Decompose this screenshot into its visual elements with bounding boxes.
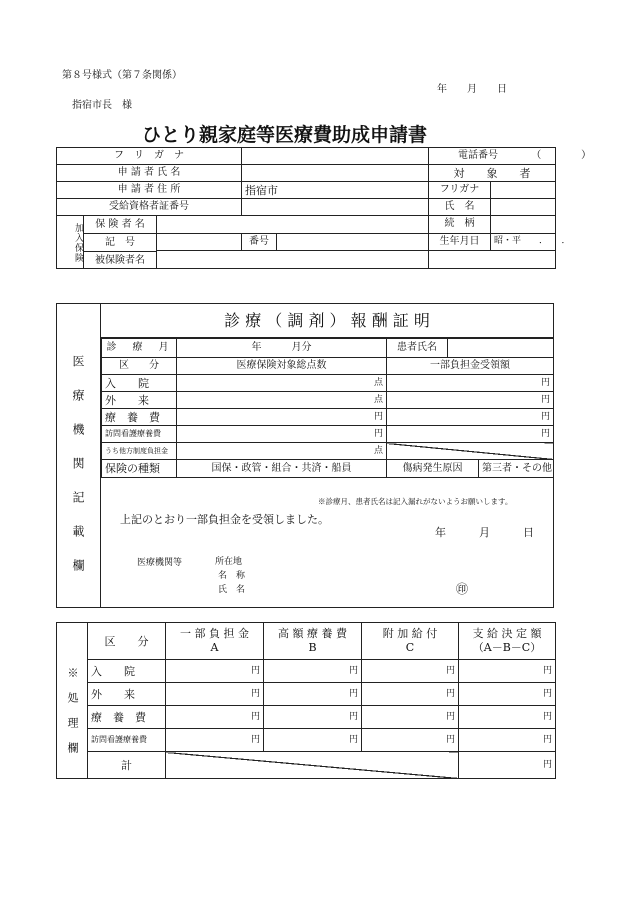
outpatient-paid[interactable]: 円 xyxy=(387,392,554,409)
proc-home-nursing-a[interactable]: 円 xyxy=(166,729,264,752)
processing-table xyxy=(56,622,556,779)
proc-total-label: 計 xyxy=(88,752,166,779)
date-line: 年 月 日 xyxy=(437,84,507,95)
proc-grand-total[interactable]: 円 xyxy=(459,752,556,779)
seal-mark: ㊞ xyxy=(456,582,469,596)
proc-row-outpatient: 外 来 xyxy=(88,683,166,706)
target-relation-label: 続 柄 xyxy=(429,216,491,234)
points-header: 医療保険対象総点数 xyxy=(177,358,387,375)
signer-name-label: 氏 名 xyxy=(218,585,246,595)
insured-name-label: 被保険者名 xyxy=(95,255,145,266)
proc-outpatient-c[interactable]: 円 xyxy=(362,683,459,706)
patient-name-label: 患者氏名 xyxy=(387,339,448,357)
inpatient-points[interactable]: 点 xyxy=(177,375,387,392)
row-label-medical-care: 療 養 費 xyxy=(102,409,177,426)
target-furigana-label: フリガナ xyxy=(429,182,491,199)
phone-paren: （ ） xyxy=(531,150,592,161)
target-relation-field[interactable] xyxy=(491,216,556,234)
insurer-name-field[interactable] xyxy=(157,216,429,234)
proc-side-cell xyxy=(57,623,88,779)
other-system-paid-na xyxy=(387,443,554,460)
institution-name-label: 名 称 xyxy=(218,571,246,581)
inpatient-paid[interactable]: 円 xyxy=(387,375,554,392)
phone-cell[interactable] xyxy=(429,148,592,165)
cert-number-label: 受給資格者証番号 xyxy=(57,199,242,216)
kigou-field[interactable] xyxy=(157,233,242,251)
applicant-address-label: 申 請 者 住 所 xyxy=(57,182,242,199)
phone-label: 電話番号 xyxy=(458,150,498,161)
insurance-side-label: 加入保険 xyxy=(57,216,84,268)
proc-total-na xyxy=(166,752,459,779)
cert-date[interactable]: 年 月 日 xyxy=(435,526,534,539)
proc-inpatient-total[interactable]: 円 xyxy=(459,660,556,683)
form-number: 第８号様式（第７条関係） xyxy=(62,70,182,81)
proc-outpatient-b[interactable]: 円 xyxy=(264,683,362,706)
location-label: 所在地 xyxy=(215,557,243,567)
proc-kubun-label: 区 分 xyxy=(88,623,166,660)
proc-row-inpatient: 入 院 xyxy=(88,660,166,683)
col-partial-burden: 一 部 負 担 金 A xyxy=(166,623,264,660)
paid-header: 一部負担金受領額 xyxy=(387,358,554,375)
cert-note: ※診療月、患者氏名は記入漏れがないようお願いします。 xyxy=(318,497,513,506)
proc-inpatient-b[interactable]: 円 xyxy=(264,660,362,683)
proc-medical-care-b[interactable]: 円 xyxy=(264,706,362,729)
row-label-inpatient: 入 院 xyxy=(102,375,177,392)
kigou-label: 記 号 xyxy=(84,234,156,252)
row-label-home-nursing: 訪問看護療養費 xyxy=(102,426,177,443)
proc-outpatient-a[interactable]: 円 xyxy=(166,683,264,706)
col-additional-benefit: 附 加 給 付 C xyxy=(362,623,459,660)
applicant-address-field[interactable]: 指宿市 xyxy=(242,182,429,199)
target-name-label: 氏 名 xyxy=(429,199,491,216)
target-name-field[interactable] xyxy=(491,199,556,216)
cause-value[interactable]: 第三者・その他 xyxy=(479,460,554,478)
proc-outpatient-total[interactable]: 円 xyxy=(459,683,556,706)
target-birth-label: 生年月日 xyxy=(429,233,491,251)
month-field[interactable]: 年 月分 xyxy=(177,339,387,358)
proc-home-nursing-b[interactable]: 円 xyxy=(264,729,362,752)
target-birth-field[interactable]: 昭・平 ． ． xyxy=(491,233,556,251)
applicant-name-label: 申 請 者 氏 名 xyxy=(57,165,242,182)
insurer-name-label: 保 険 者 名 xyxy=(84,216,156,234)
page-title: ひとり親家庭等医療費助成申請書 xyxy=(142,124,428,146)
furigana-field[interactable] xyxy=(242,148,429,165)
furigana-label: フ リ ガ ナ xyxy=(57,148,242,165)
proc-row-home-nursing: 訪問看護療養費 xyxy=(88,729,166,752)
patient-name-field[interactable] xyxy=(448,339,553,357)
proc-inpatient-a[interactable]: 円 xyxy=(166,660,264,683)
cert-title: 診 療 （ 調 剤 ） 報 酬 証 明 xyxy=(101,304,553,338)
insurance-type-label: 保険の種類 xyxy=(102,460,177,478)
proc-medical-care-total[interactable]: 円 xyxy=(459,706,556,729)
medical-care-amount[interactable]: 円 xyxy=(177,409,387,426)
proc-home-nursing-total[interactable]: 円 xyxy=(459,729,556,752)
month-label: 診 療 月 xyxy=(102,339,177,358)
cert-side-label: 医療機関記載欄 xyxy=(57,304,101,607)
home-nursing-paid[interactable]: 円 xyxy=(387,426,554,443)
applicant-name-field[interactable] xyxy=(242,165,429,182)
kubun-label: 区 分 xyxy=(102,358,177,375)
proc-medical-care-a[interactable]: 円 xyxy=(166,706,264,729)
other-system-points[interactable]: 点 xyxy=(177,443,387,460)
proc-inpatient-c[interactable]: 円 xyxy=(362,660,459,683)
proc-home-nursing-c[interactable]: 円 xyxy=(362,729,459,752)
home-nursing-amount[interactable]: 円 xyxy=(177,426,387,443)
cause-label: 傷病発生原因 xyxy=(387,460,479,478)
row-label-outpatient: 外 来 xyxy=(102,392,177,409)
row-label-other-system: うち他方制度負担金 xyxy=(102,443,177,460)
proc-row-medical-care: 療 養 費 xyxy=(88,706,166,729)
insurance-type-value[interactable]: 国保・政管・組合・共済・船員 xyxy=(177,460,387,478)
target-person-header: 対 象 者 xyxy=(429,165,556,182)
insured-name-field[interactable] xyxy=(157,251,429,269)
cert-number-field[interactable] xyxy=(242,199,429,216)
outpatient-points[interactable]: 点 xyxy=(177,392,387,409)
applicant-table xyxy=(56,147,592,269)
col-high-cost: 高 額 療 養 費 B xyxy=(264,623,362,660)
target-furigana-field[interactable] xyxy=(491,182,556,199)
received-statement: 上記のとおり一部負担金を受領しました。 xyxy=(120,513,329,526)
proc-medical-care-c[interactable]: 円 xyxy=(362,706,459,729)
insured-blank xyxy=(429,251,556,269)
addressee: 指宿市長 様 xyxy=(72,100,132,111)
bangou-label: 番号 xyxy=(242,233,277,251)
institution-label: 医療機関等 xyxy=(137,558,183,568)
proc-side-label: ※処理欄 xyxy=(66,667,79,767)
bangou-field[interactable] xyxy=(277,233,429,251)
col-decided-amount: 支 給 決 定 額 （A－B－C） xyxy=(459,623,556,660)
cert-table xyxy=(101,338,554,478)
medical-care-paid[interactable]: 円 xyxy=(387,409,554,426)
